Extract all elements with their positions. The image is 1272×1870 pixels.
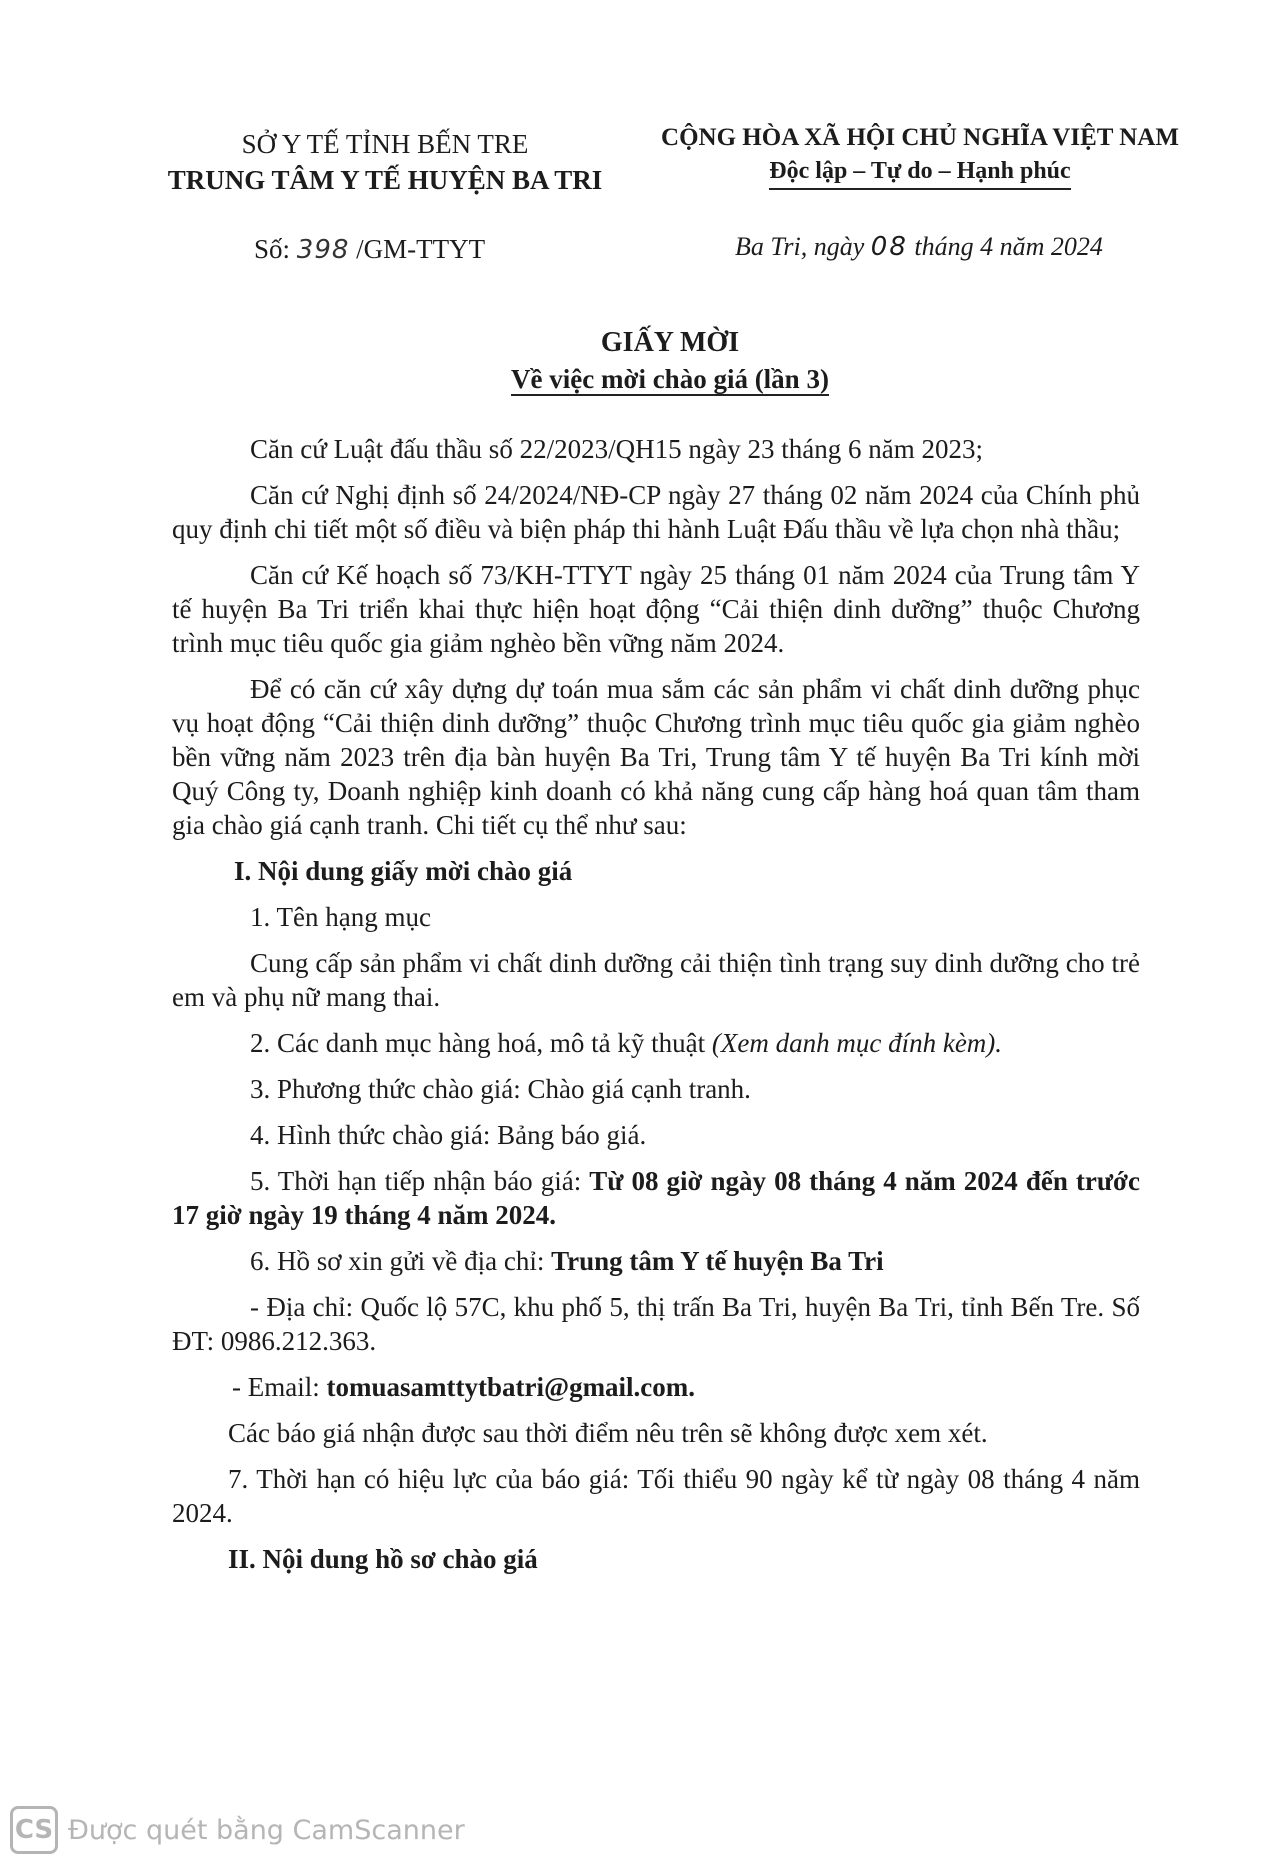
item-6-recipient: Trung tâm Y tế huyện Ba Tri xyxy=(551,1246,884,1276)
country-name: CỘNG HÒA XÃ HỘI CHỦ NGHĨA VIỆT NAM xyxy=(661,124,1179,151)
document-date xyxy=(735,232,1103,262)
date-prefix: Ba Tri, ngày xyxy=(735,232,865,261)
issuing-agency xyxy=(150,126,620,198)
number-prefix: Số: xyxy=(254,234,291,264)
handwritten-number: 398 xyxy=(296,235,350,265)
legal-basis-3: Căn cứ Kế hoạch số 73/KH-TTYT ngày 25 tháng 01 năm 2024 của Trung tâm Y tế huyện Ba Tri triển khai thực hiện hoạt động “Cải thiện dinh dưỡng” thuộc Chương trình mục tiêu quốc gia giảm nghèo bền vững năm 2024. xyxy=(172,560,1140,658)
item-6-text: 6. Hồ sơ xin gửi về địa chỉ: xyxy=(250,1246,552,1276)
item-5-text: 5. Thời hạn tiếp nhận báo giá: xyxy=(250,1166,590,1196)
item-5-deadline: Từ 08 giờ ngày 08 tháng 4 năm 2024 đến trước 17 giờ ngày 19 tháng 4 năm 2024. xyxy=(172,1166,1140,1230)
late-submission-note: Các báo giá nhận được sau thời điểm nêu trên sẽ không được xem xét. xyxy=(228,1418,988,1448)
handwritten-day: 08 xyxy=(870,232,908,262)
camscanner-logo-icon: CS xyxy=(10,1806,58,1854)
item-7: 7. Thời hạn có hiệu lực của báo giá: Tối thiểu 90 ngày kể từ ngày 08 tháng 4 năm 2024. xyxy=(172,1464,1140,1528)
document-title: GIẤY MỜI xyxy=(600,327,740,358)
email-label: - Email: xyxy=(232,1372,327,1402)
item-4: 4. Hình thức chào giá: Bảng báo giá. xyxy=(250,1120,647,1150)
item-5 xyxy=(172,1164,1140,1232)
invitation-paragraph: Để có căn cứ xây dựng dự toán mua sắm các sản phẩm vi chất dinh dưỡng phục vụ hoạt động “Cải thiện dinh dưỡng” thuộc Chương trình mục tiêu quốc gia giảm nghèo bền vững năm 2023 trên địa bàn huyện Ba Tri, Trung tâm Y tế huyện Ba Tri kính mời Quý Công ty, Doanh nghiệp kinh doanh có khả năng cung cấp hàng hoá quan tâm tham gia chào giá cạnh tranh. Chi tiết cụ thể như sau: xyxy=(172,674,1140,840)
subtitle-text: Về việc mời chào giá (lần 3) xyxy=(511,364,829,394)
agency-name: TRUNG TÂM Y TẾ HUYỆN BA TRI xyxy=(167,165,603,195)
camscanner-watermark xyxy=(10,1806,465,1854)
legal-basis-1: Căn cứ Luật đấu thầu số 22/2023/QH15 ngày 23 tháng 6 năm 2023; xyxy=(250,434,984,464)
email-address: tomuasamttytbatri@gmail.com. xyxy=(326,1372,696,1402)
camscanner-text: Được quét bằng CamScanner xyxy=(68,1814,465,1846)
item-1: 1. Tên hạng mục xyxy=(250,902,431,932)
section-2-heading: II. Nội dung hồ sơ chào giá xyxy=(228,1544,538,1574)
motto: Độc lập – Tự do – Hạnh phúc xyxy=(769,156,1070,190)
email-line xyxy=(172,1370,1140,1404)
document-subtitle xyxy=(200,360,1140,398)
item-2 xyxy=(172,1026,1140,1060)
document-number xyxy=(254,234,485,265)
section-1-heading: I. Nội dung giấy mời chào giá xyxy=(234,856,573,886)
national-motto xyxy=(650,120,1190,190)
document-body xyxy=(172,432,1140,1588)
item-2-note: (Xem danh mục đính kèm). xyxy=(711,1028,1003,1058)
date-suffix: tháng 4 năm 2024 xyxy=(914,232,1103,261)
item-6 xyxy=(172,1244,1140,1278)
agency-parent: SỞ Y TẾ TỈNH BẾN TRE xyxy=(241,129,529,159)
address-line: - Địa chỉ: Quốc lộ 57C, khu phố 5, thị trấn Ba Tri, huyện Ba Tri, tỉnh Bến Tre. Số ĐT: 0986.212.363. xyxy=(172,1292,1140,1356)
item-2-text: 2. Các danh mục hàng hoá, mô tả kỹ thuật xyxy=(250,1028,712,1058)
number-suffix: /GM-TTYT xyxy=(356,234,486,264)
legal-basis-2: Căn cứ Nghị định số 24/2024/NĐ-CP ngày 27 tháng 02 năm 2024 của Chính phủ quy định chi tiết một số điều và biện pháp thi hành Luật Đấu thầu về lựa chọn nhà thầu; xyxy=(172,480,1140,544)
item-3: 3. Phương thức chào giá: Chào giá cạnh tranh. xyxy=(250,1074,751,1104)
item-1-description: Cung cấp sản phẩm vi chất dinh dưỡng cải thiện tình trạng suy dinh dưỡng cho trẻ em và phụ nữ mang thai. xyxy=(172,948,1140,1012)
